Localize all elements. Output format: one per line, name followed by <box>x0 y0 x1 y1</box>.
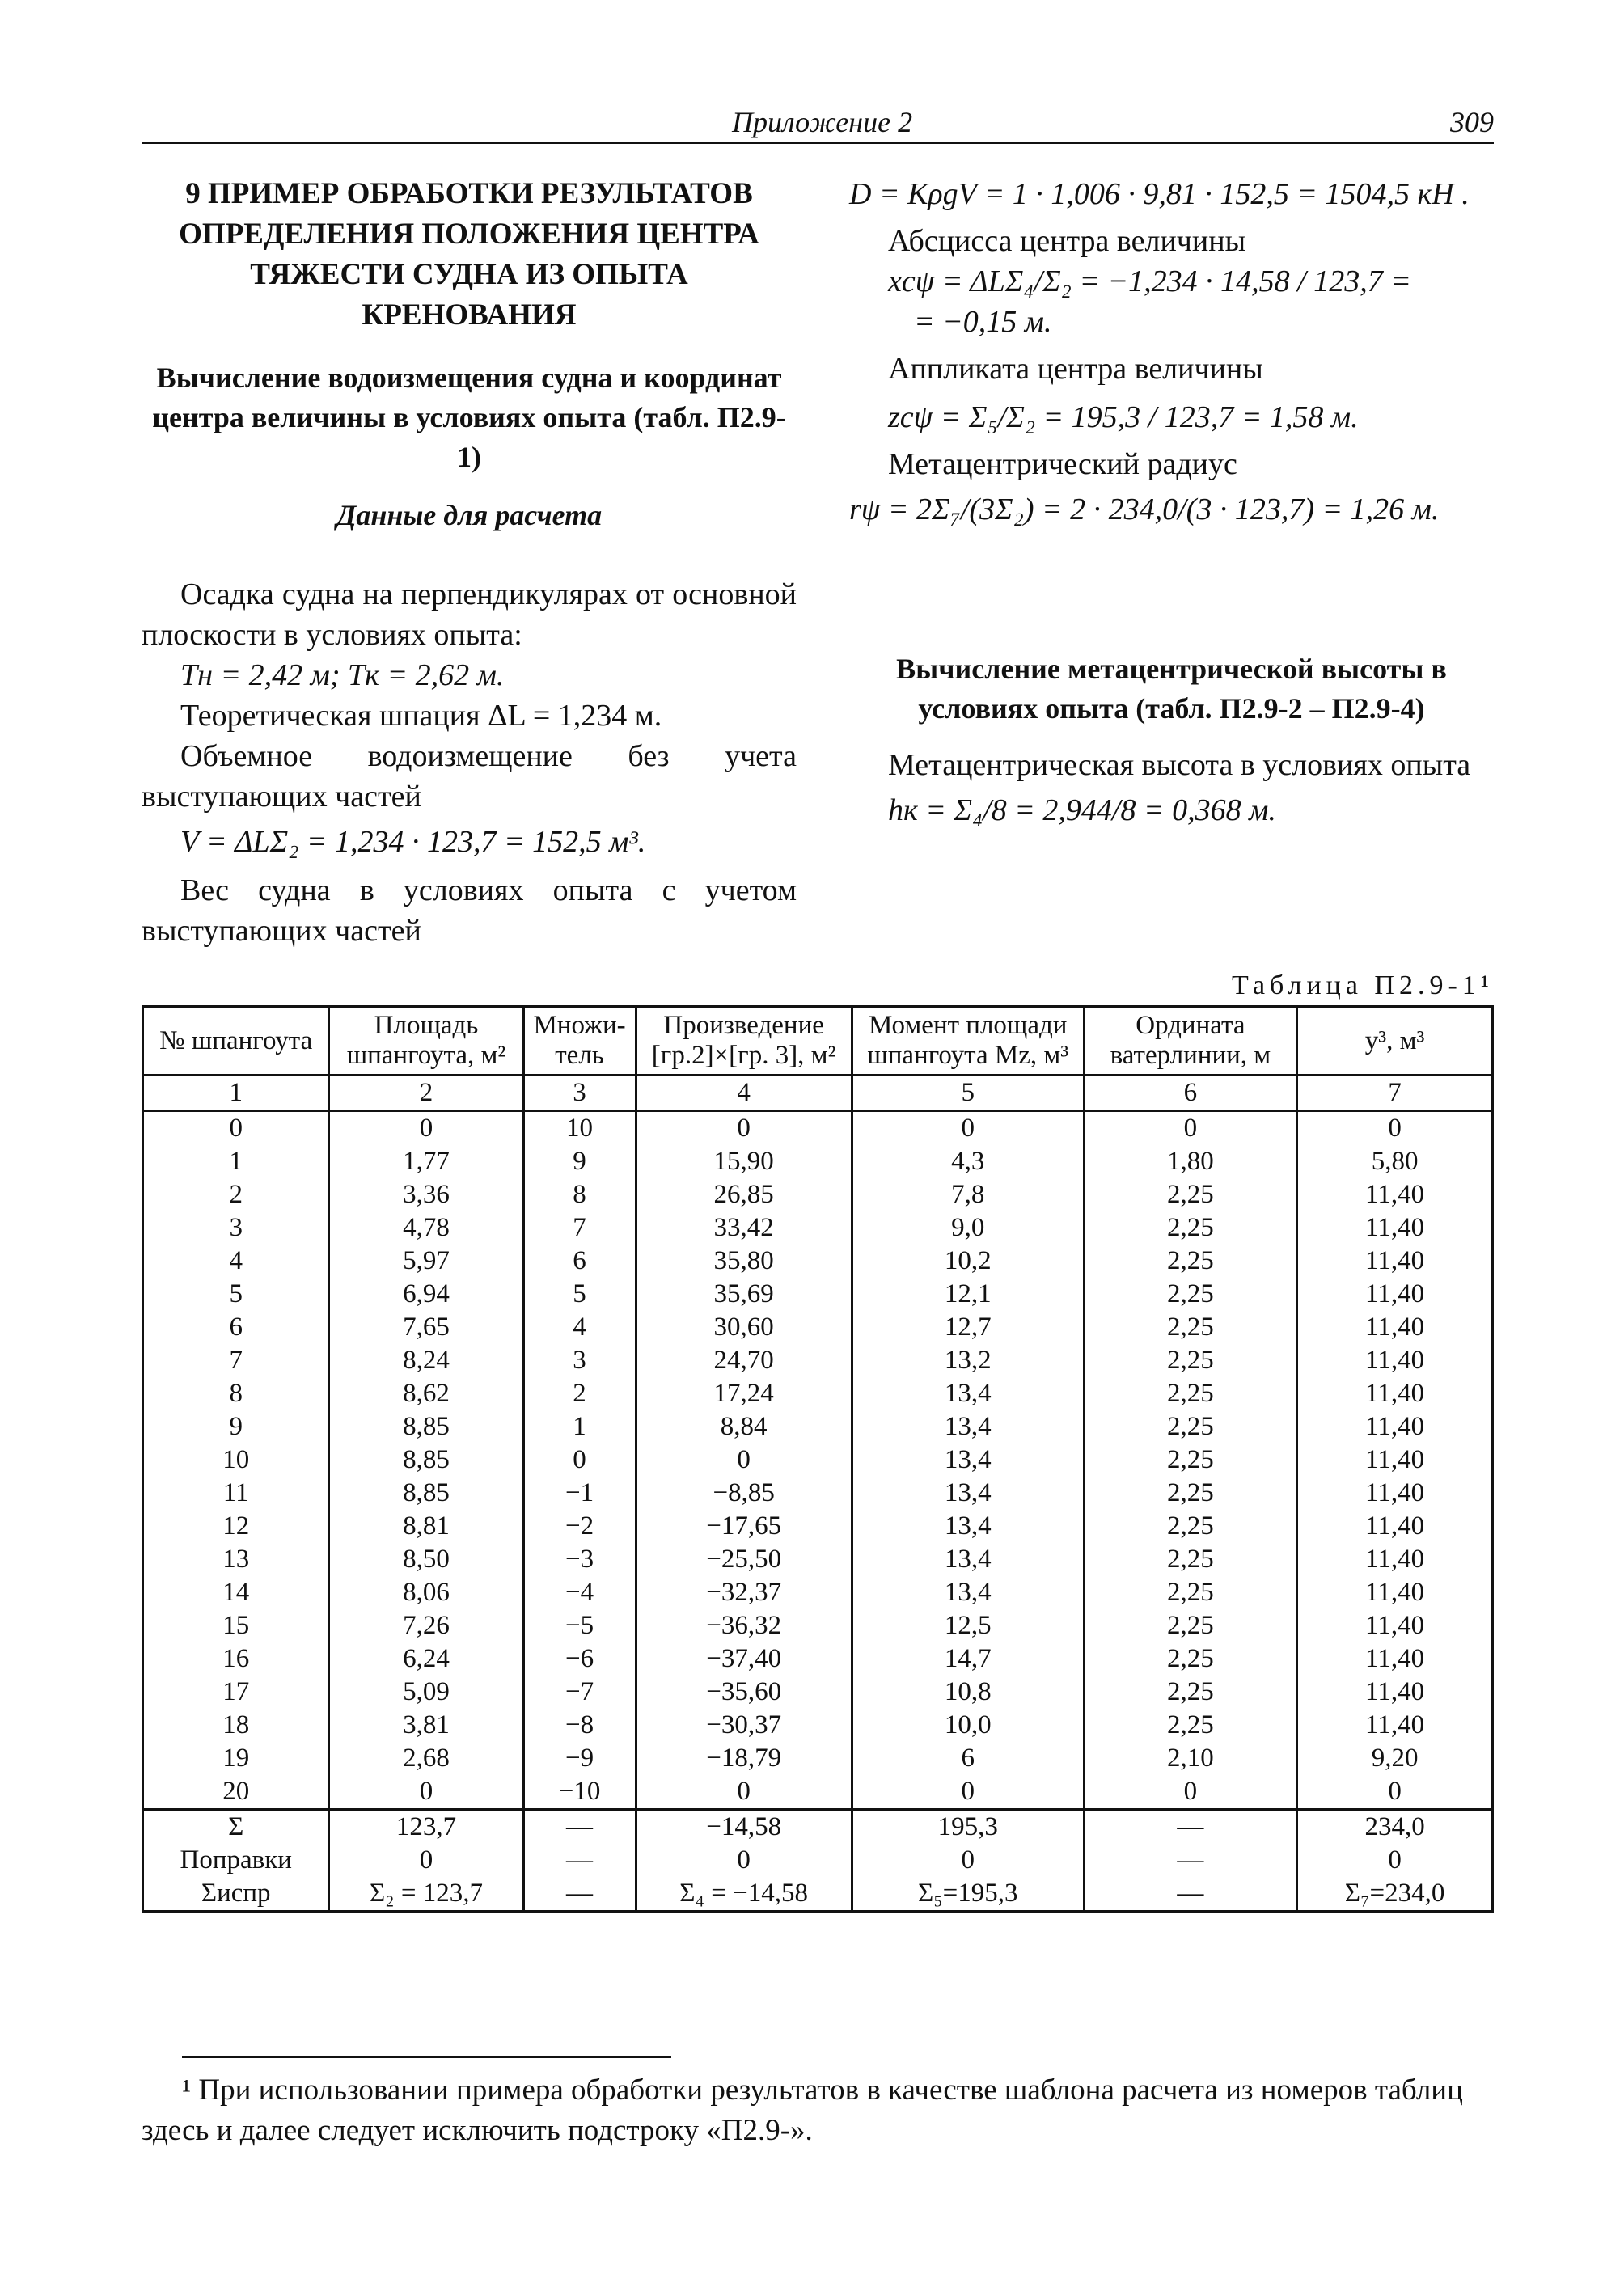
summary-cell: Поправки <box>143 1844 329 1877</box>
table-cell: 0 <box>852 1111 1084 1146</box>
formula-applicate: zсψ = Σ₅/Σ₂ = 195,3 / 123,7 = 1,58 м. <box>888 400 1359 434</box>
table-cell: 0 <box>143 1111 329 1146</box>
column-number: 6 <box>1084 1076 1296 1111</box>
table-row <box>143 1211 1493 1245</box>
summary-cell: 234,0 <box>1297 1810 1493 1845</box>
table-cell: 2,25 <box>1084 1642 1296 1676</box>
table-cell: 13,4 <box>852 1543 1084 1576</box>
table-cell: 0 <box>636 1775 852 1810</box>
table-cell: 13,4 <box>852 1477 1084 1510</box>
table-cell: −6 <box>523 1642 636 1676</box>
table-cell: −9 <box>523 1742 636 1775</box>
table-cell: 13,4 <box>852 1443 1084 1477</box>
table-cell: 6,24 <box>329 1642 523 1676</box>
footnote-rule <box>182 2056 671 2058</box>
table-cell: 11,40 <box>1297 1543 1493 1576</box>
table-cell: −35,60 <box>636 1676 852 1709</box>
table-cell: −3 <box>523 1543 636 1576</box>
column-number: 1 <box>143 1076 329 1111</box>
table-cell: 13,4 <box>852 1410 1084 1443</box>
table-cell: −2 <box>523 1510 636 1543</box>
table-cell: 35,69 <box>636 1278 852 1311</box>
table-cell: 2,25 <box>1084 1443 1296 1477</box>
column-number: 3 <box>523 1076 636 1111</box>
table-cell: 2 <box>523 1377 636 1410</box>
footnote: ¹ При использовании примера обработки результатов в качестве шаблона расчета из номеров таблиц здесь и далее следует исключить подстроку «П2.9-». <box>142 2073 1463 2147</box>
table-cell: 6 <box>143 1311 329 1344</box>
table-cell: 1 <box>143 1145 329 1178</box>
column-header: y³, м³ <box>1297 1007 1493 1076</box>
summary-cell: Σ₂ = 123,7 <box>329 1877 523 1912</box>
table-cell: 8,85 <box>329 1410 523 1443</box>
column-header: Площадь шпангоута, м² <box>329 1007 523 1076</box>
table-cell: 7,65 <box>329 1311 523 1344</box>
section-subtitle-height: Вычисление метацентрической высоты в условиях опыта (табл. П2.9-2 – П2.9-4) <box>896 653 1447 725</box>
right-column <box>849 174 1494 831</box>
table-cell: 8,50 <box>329 1543 523 1576</box>
table-cell: 5,97 <box>329 1245 523 1278</box>
table-cell: 5 <box>143 1278 329 1311</box>
table-row <box>143 1344 1493 1377</box>
table-cell: 7 <box>523 1211 636 1245</box>
paragraph-draft: Осадка судна на перпендикулярах от основной плоскости в условиях опыта: <box>142 577 797 652</box>
table-cell: −4 <box>523 1576 636 1609</box>
table-cell: 33,42 <box>636 1211 852 1245</box>
table-cell: 20 <box>143 1775 329 1810</box>
table-cell: 2,25 <box>1084 1311 1296 1344</box>
table-cell: 12 <box>143 1510 329 1543</box>
table-cell: 1,77 <box>329 1145 523 1178</box>
table-cell: 13,4 <box>852 1576 1084 1609</box>
paragraph-weight: Вес судна в условиях опыта с учетом выступающих частей <box>142 873 797 948</box>
table-cell: 0 <box>329 1775 523 1810</box>
table-row <box>143 1443 1493 1477</box>
table-cell: −1 <box>523 1477 636 1510</box>
formula-abscissa-result: = −0,15 м. <box>914 305 1052 339</box>
table-cell: 35,80 <box>636 1245 852 1278</box>
table-row <box>143 1111 1493 1146</box>
table-row <box>143 1410 1493 1443</box>
paragraph-metacentric-height: Метацентрическая высота в условиях опыта <box>888 748 1471 782</box>
table-cell: 2,10 <box>1084 1742 1296 1775</box>
table-cell: 11,40 <box>1297 1377 1493 1410</box>
table-cell: 0 <box>636 1443 852 1477</box>
summary-cell: 0 <box>636 1844 852 1877</box>
table-cell: 3,81 <box>329 1709 523 1742</box>
summary-cell: — <box>1084 1810 1296 1845</box>
table-cell: 2,25 <box>1084 1477 1296 1510</box>
table-cell: 6 <box>852 1742 1084 1775</box>
table-cell: 11,40 <box>1297 1642 1493 1676</box>
table-row <box>143 1676 1493 1709</box>
table-cell: 10,8 <box>852 1676 1084 1709</box>
table-cell: 11 <box>143 1477 329 1510</box>
table-cell: 9 <box>523 1145 636 1178</box>
subheading: Данные для расчета <box>336 499 603 531</box>
summary-row <box>143 1810 1493 1845</box>
summary-row <box>143 1877 1493 1912</box>
table-cell: 17 <box>143 1676 329 1709</box>
table-cell: 15 <box>143 1609 329 1642</box>
table-cell: 19 <box>143 1742 329 1775</box>
column-header: Момент площади шпангоута Mz, м³ <box>852 1007 1084 1076</box>
table-row <box>143 1311 1493 1344</box>
summary-cell: 0 <box>1297 1844 1493 1877</box>
page-number: 309 <box>1450 106 1494 138</box>
column-header: Произведение [гр.2]×[гр. 3], м² <box>636 1007 852 1076</box>
table-cell: 0 <box>852 1775 1084 1810</box>
table-cell: 2 <box>143 1178 329 1211</box>
table-cell: 15,90 <box>636 1145 852 1178</box>
table-cell: 4 <box>523 1311 636 1344</box>
table-cell: −10 <box>523 1775 636 1810</box>
table-cell: −36,32 <box>636 1609 852 1642</box>
table-cell: 13,2 <box>852 1344 1084 1377</box>
table-cell: 2,25 <box>1084 1245 1296 1278</box>
table-cell: 2,25 <box>1084 1543 1296 1576</box>
label-metacentric-radius: Метацентрический радиус <box>888 447 1237 481</box>
table-cell: 18 <box>143 1709 329 1742</box>
table-cell: −17,65 <box>636 1510 852 1543</box>
table-cell: −5 <box>523 1609 636 1642</box>
table-cell: 2,25 <box>1084 1410 1296 1443</box>
table-cell: 2,25 <box>1084 1609 1296 1642</box>
table-cell: 1,80 <box>1084 1145 1296 1178</box>
table-cell: −37,40 <box>636 1642 852 1676</box>
table-caption: Таблица П2.9-1¹ <box>1232 970 1494 1000</box>
paragraph-volume: Объемное водоизмещение без учета выступающих частей <box>142 739 797 814</box>
table-cell: 0 <box>636 1111 852 1146</box>
summary-cell: Σ₄ = −14,58 <box>636 1877 852 1912</box>
table-row <box>143 1377 1493 1410</box>
summary-cell: 0 <box>329 1844 523 1877</box>
table-cell: 2,25 <box>1084 1576 1296 1609</box>
table-cell: 8,85 <box>329 1443 523 1477</box>
table-cell: −18,79 <box>636 1742 852 1775</box>
formula-volume: V = ΔLΣ₂ = 1,234 · 123,7 = 152,5 м³. <box>180 825 646 859</box>
table-cell: 13,4 <box>852 1510 1084 1543</box>
formula-displacement: D = KρgV = 1 · 1,006 · 9,81 · 152,5 = 1504,5 кН . <box>849 177 1470 211</box>
table-cell: 4,3 <box>852 1145 1084 1178</box>
chapter-title: 9 ПРИМЕР ОБРАБОТКИ РЕЗУЛЬТАТОВ ОПРЕДЕЛЕНИЯ ПОЛОЖЕНИЯ ЦЕНТРА ТЯЖЕСТИ СУДНА ИЗ ОПЫТА КРЕНОВАНИЯ <box>179 177 759 332</box>
table-cell: 12,7 <box>852 1311 1084 1344</box>
table-cell: 2,25 <box>1084 1510 1296 1543</box>
table-cell: 16 <box>143 1642 329 1676</box>
table-row <box>143 1576 1493 1609</box>
table-cell: 10,2 <box>852 1245 1084 1278</box>
table-cell: 6,94 <box>329 1278 523 1311</box>
table-cell: 11,40 <box>1297 1211 1493 1245</box>
table-row <box>143 1642 1493 1676</box>
table-cell: 10 <box>143 1443 329 1477</box>
table-cell: 17,24 <box>636 1377 852 1410</box>
table-cell: 2,25 <box>1084 1178 1296 1211</box>
formula-metacentric-height: hк = Σ₄/8 = 2,944/8 = 0,368 м. <box>888 793 1276 827</box>
table-cell: 2,25 <box>1084 1377 1296 1410</box>
table-row <box>143 1742 1493 1775</box>
column-header: Множи-тель <box>523 1007 636 1076</box>
table-cell: 7,26 <box>329 1609 523 1642</box>
table-cell: 9,20 <box>1297 1742 1493 1775</box>
table-cell: 2,25 <box>1084 1344 1296 1377</box>
table-row <box>143 1477 1493 1510</box>
table-cell: 13 <box>143 1543 329 1576</box>
summary-cell: — <box>523 1810 636 1845</box>
table-cell: 8 <box>523 1178 636 1211</box>
table-row <box>143 1775 1493 1810</box>
table-cell: 10 <box>523 1111 636 1146</box>
table-cell: 2,25 <box>1084 1676 1296 1709</box>
summary-cell: −14,58 <box>636 1810 852 1845</box>
summary-cell: Σиспр <box>143 1877 329 1912</box>
table-cell: 0 <box>523 1443 636 1477</box>
table-row <box>143 1245 1493 1278</box>
summary-cell: — <box>523 1877 636 1912</box>
table-cell: 8,06 <box>329 1576 523 1609</box>
running-header <box>142 105 1494 144</box>
table-cell: −8 <box>523 1709 636 1742</box>
table-cell: 11,40 <box>1297 1443 1493 1477</box>
table-cell: 5,80 <box>1297 1145 1493 1178</box>
table-cell: 14 <box>143 1576 329 1609</box>
summary-cell: — <box>523 1844 636 1877</box>
table-cell: 3 <box>143 1211 329 1245</box>
summary-row <box>143 1844 1493 1877</box>
table-cell: 11,40 <box>1297 1278 1493 1311</box>
table-cell: 5,09 <box>329 1676 523 1709</box>
table-cell: −7 <box>523 1676 636 1709</box>
formula-metacentric-radius: rψ = 2Σ₇/(3Σ₂) = 2 · 234,0/(3 · 123,7) = 1,26 м. <box>849 492 1440 526</box>
column-number: 4 <box>636 1076 852 1111</box>
table-cell: 9,0 <box>852 1211 1084 1245</box>
table-cell: 26,85 <box>636 1178 852 1211</box>
table-cell: 24,70 <box>636 1344 852 1377</box>
table-cell: 14,7 <box>852 1642 1084 1676</box>
table-cell: 11,40 <box>1297 1311 1493 1344</box>
table-cell: 11,40 <box>1297 1709 1493 1742</box>
table-cell: 2,25 <box>1084 1709 1296 1742</box>
section-title: Приложение 2 <box>732 106 913 138</box>
summary-cell: Σ <box>143 1810 329 1845</box>
summary-cell: — <box>1084 1877 1296 1912</box>
table-cell: 11,40 <box>1297 1477 1493 1510</box>
section-subtitle: Вычисление водоизмещения судна и координат центра величины в условиях опыта (табл. П2.9-1) <box>152 361 786 473</box>
table-cell: 8 <box>143 1377 329 1410</box>
table-cell: −8,85 <box>636 1477 852 1510</box>
table-cell: 0 <box>1084 1775 1296 1810</box>
table-cell: 0 <box>1084 1111 1296 1146</box>
table-cell: 0 <box>1297 1111 1493 1146</box>
summary-cell: 195,3 <box>852 1810 1084 1845</box>
table-cell: 7,8 <box>852 1178 1084 1211</box>
table-cell: 2,25 <box>1084 1278 1296 1311</box>
summary-cell: 0 <box>852 1844 1084 1877</box>
summary-cell: 123,7 <box>329 1810 523 1845</box>
table-cell: 4,78 <box>329 1211 523 1245</box>
table-cell: 6 <box>523 1245 636 1278</box>
table-cell: −32,37 <box>636 1576 852 1609</box>
table-cell: 10,0 <box>852 1709 1084 1742</box>
table-cell: 11,40 <box>1297 1676 1493 1709</box>
column-header: № шпангоута <box>143 1007 329 1076</box>
label-applicate: Аппликата центра величины <box>888 352 1263 386</box>
column-number-row <box>143 1076 1493 1111</box>
table-cell: 12,1 <box>852 1278 1084 1311</box>
table-cell: 11,40 <box>1297 1245 1493 1278</box>
table-cell: 11,40 <box>1297 1609 1493 1642</box>
data-table <box>142 1005 1494 1913</box>
table-cell: 11,40 <box>1297 1410 1493 1443</box>
table-cell: 11,40 <box>1297 1178 1493 1211</box>
column-number: 7 <box>1297 1076 1493 1111</box>
table-cell: 3 <box>523 1344 636 1377</box>
table-cell: 0 <box>329 1111 523 1146</box>
column-header: Ордината ватерлинии, м <box>1084 1007 1296 1076</box>
table-cell: 8,84 <box>636 1410 852 1443</box>
label-abscissa: Абсцисса центра величины <box>888 224 1246 258</box>
table-cell: 30,60 <box>636 1311 852 1344</box>
table-cell: 9 <box>143 1410 329 1443</box>
table-cell: 11,40 <box>1297 1510 1493 1543</box>
table-cell: 12,5 <box>852 1609 1084 1642</box>
table-header-row <box>143 1007 1493 1076</box>
table-cell: 13,4 <box>852 1377 1084 1410</box>
table-cell: 11,40 <box>1297 1344 1493 1377</box>
table-row <box>143 1178 1493 1211</box>
table-cell: 8,81 <box>329 1510 523 1543</box>
table-row <box>143 1709 1493 1742</box>
table-cell: 2,25 <box>1084 1211 1296 1245</box>
table-cell: 4 <box>143 1245 329 1278</box>
table-cell: 3,36 <box>329 1178 523 1211</box>
table-cell: 7 <box>143 1344 329 1377</box>
paragraph-spacing: Теоретическая шпация ΔL = 1,234 м. <box>180 699 662 733</box>
column-number: 5 <box>852 1076 1084 1111</box>
table-row <box>143 1145 1493 1178</box>
summary-cell: — <box>1084 1844 1296 1877</box>
column-number: 2 <box>329 1076 523 1111</box>
table-cell: 8,24 <box>329 1344 523 1377</box>
formula-abscissa: xсψ = ΔLΣ₄/Σ₂ = −1,234 · 14,58 / 123,7 = <box>888 264 1411 298</box>
formula-draft: Tн = 2,42 м; Tк = 2,62 м. <box>180 658 505 692</box>
table-row <box>143 1543 1493 1576</box>
table-row <box>143 1609 1493 1642</box>
table-row <box>143 1278 1493 1311</box>
table-cell: 11,40 <box>1297 1576 1493 1609</box>
summary-cell: Σ₇=234,0 <box>1297 1877 1493 1912</box>
table-cell: −30,37 <box>636 1709 852 1742</box>
table-cell: 8,62 <box>329 1377 523 1410</box>
table-row <box>143 1510 1493 1543</box>
table-cell: 5 <box>523 1278 636 1311</box>
table-cell: 0 <box>1297 1775 1493 1810</box>
table-cell: −25,50 <box>636 1543 852 1576</box>
table-cell: 8,85 <box>329 1477 523 1510</box>
left-column <box>142 174 797 951</box>
table-cell: 1 <box>523 1410 636 1443</box>
summary-cell: Σ₅=195,3 <box>852 1877 1084 1912</box>
table-cell: 2,68 <box>329 1742 523 1775</box>
